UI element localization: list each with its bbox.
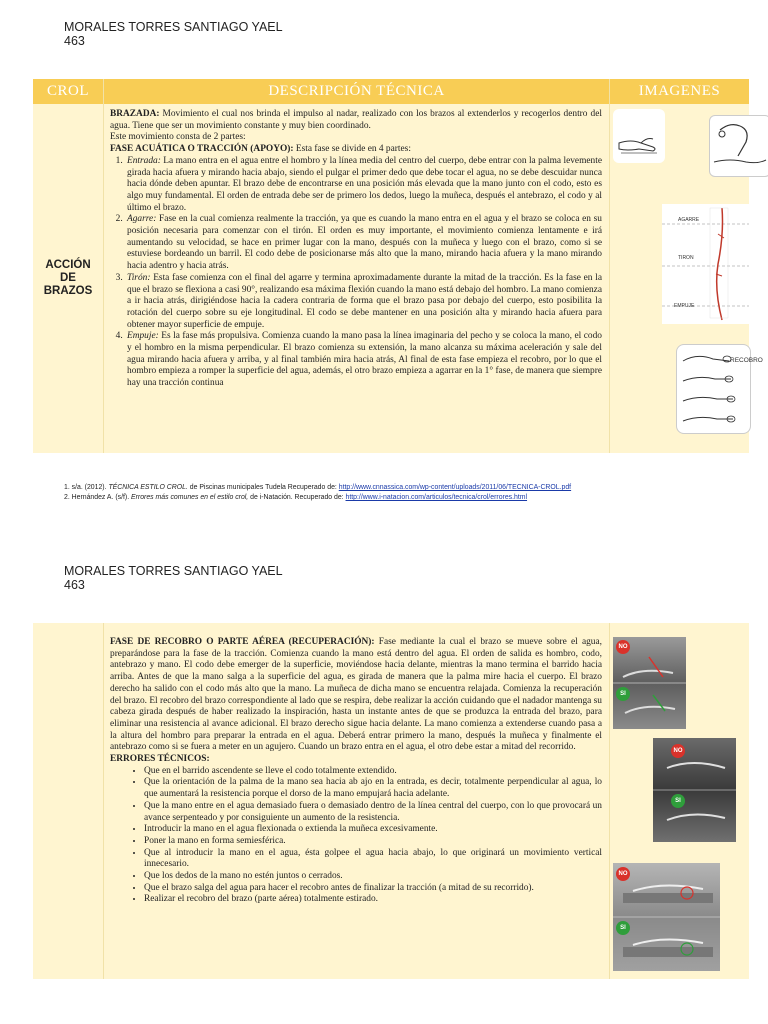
row-label-accion-brazos [33, 259, 103, 298]
badge-si: SI [616, 687, 630, 701]
item-label: Agarre: [127, 214, 157, 225]
ref-mid: de Piscinas municipales Tudela Recuperado de: [187, 484, 339, 491]
header-imagenes: IMAGENES [638, 83, 721, 99]
author-number: 463 [64, 578, 85, 592]
ref-prefix: 2. Hernández A. (s/f). [64, 494, 132, 501]
label-tiron: TIRON [678, 255, 694, 261]
ref-link[interactable]: http://www.cnnassica.com/wp-content/uploads/2011/06/TECNICA-CROL.pdf [338, 484, 572, 491]
list-item: • Introducir la mano en el agua flexionada o extienda la muñeca excesivamente. [144, 824, 602, 836]
reference-2 [64, 493, 571, 503]
ref-link[interactable]: http://www.i-natacion.com/articulos/tecnica/crol/errores.html [345, 494, 528, 501]
author-number: 463 [64, 34, 85, 48]
recobro-text: Fase mediante la cual el brazo se mueve sobre el agua, preparándose para la fase de la tracción. Comienza cuando la mano está dentro del agua. El orden de salida es hombro, codo, antebrazo y mano. El codo debe emerger de la superficie, moviéndose hacia delante, mientras la mano termina el barrido hacia arriba. Antes de que la mano salga a la superficie del agua, es girada de manera que la palma mire hacia el cuerpo. El brazo derecho ha salido con el codo más alto que la mano. La muñeca de dicha mano se encuentra relajada. Comienza la recuperación del brazo. El recobro del brazo correspondiente al lado que se respira, debe realizar la acción cuidando que el nadador mantenga su cabeza girada después de haber realizado la inspiración, hasta un instante antes de que se produzca la entrada del brazo, para eliminar una resistencia al avance adicional. El brazo derecho sigue hacia delante. La mano comienza a extenderse cuando pasa a la altura del hombro para preparar la entrada en el agua. Deberá entrar primero la mano, después la muñeca y finalmente el antebrazo como si se fuera a meter en un agujero. Cuando un brazo entra en el agua, el otro debe estar a mitad del recorrido. [110, 637, 602, 753]
list-item [125, 273, 602, 332]
ref-title: TÉCNICA ESTILO CROL. [108, 484, 188, 491]
list-item [125, 214, 602, 273]
item-label: Entrada: [127, 155, 161, 166]
list-item: • Que la mano entre en el agua demasiado fuera o demasiado dentro de la línea central del cuerpo, con lo que provocará un avance serpenteado y por consiguiente un aumento de la resistencia. [144, 801, 602, 824]
table-header-row [33, 79, 749, 104]
item-label: Empuje: [127, 331, 159, 342]
page2-header [64, 564, 283, 592]
technique-description [110, 109, 602, 390]
row-label-line: DE [60, 272, 76, 284]
list-item: • Que en el barrido ascendente se lleve el codo totalmente extendido. [144, 766, 602, 778]
ref-prefix: 1. s/a. (2012). [64, 484, 109, 491]
hand-entry-image [613, 109, 665, 163]
errores-title: ERRORES TÉCNICOS: [110, 754, 210, 765]
badge-no: NO [616, 867, 630, 881]
badge-no: NO [671, 744, 685, 758]
list-item: • Que la orientación de la palma de la mano sea hacia ab ajo en la entrada, es decir, totalmente perpendicular al agua, lo que aumentará la resistencia porque el dorso de la mano empujará hacia adelante. [144, 777, 602, 800]
author-name: MORALES TORRES SANTIAGO YAEL [64, 20, 283, 34]
label-agarre: AGARRE [678, 217, 700, 223]
reference-1 [64, 483, 571, 493]
consta-text: Este movimiento consta de 2 partes: [110, 132, 246, 143]
ref-title: Errores más comunes en el estilo crol, [131, 494, 249, 501]
fase-text: Esta fase se divide en 4 partes: [293, 144, 411, 155]
error-photo-1 [613, 637, 686, 729]
list-item [125, 331, 602, 390]
errores-list [110, 766, 602, 906]
recobro-title: FASE DE RECOBRO O PARTE AÉREA (RECUPERACIÓN): [110, 637, 375, 647]
list-item: • Poner la mano en forma semiesférica. [144, 836, 602, 848]
header-crol: CROL [46, 83, 89, 99]
badge-no: NO [616, 640, 630, 654]
brazada-title: BRAZADA: [110, 109, 160, 119]
label-recobro: RECOBRO [730, 357, 763, 364]
row-label-line: BRAZOS [43, 285, 93, 297]
header-descripcion: DESCRIPCIÓN TÉCNICA [268, 83, 445, 99]
error-photo-2 [653, 738, 736, 842]
badge-si: SI [616, 921, 630, 935]
list-item: • Realizar el recobro del brazo (parte aérea) totalmente estirado. [144, 894, 602, 906]
recovery-description [110, 637, 602, 906]
phase-list [110, 156, 602, 390]
list-item: • Que los dedos de la mano no estén juntos o cerrados. [144, 871, 602, 883]
item-text: Fase en la cual comienza realmente la tracción, ya que es cuando la mano entra en el agua y el brazo se coloca en su posición necesaria para comenzar con el tirón. El orden es muy importante, el movimiento comienza lentamente e irá aumentando su velocidad, se hace en primer lugar con la mano, después con la muñeca y luego con el brazo, como si se estuviese bordeando un barril. El codo debe de posicionarse más alto que la mano, mirando hacia afuera y la mano mirando hacia adentro y hacia atrás. [127, 214, 602, 272]
arm-recovery-image [709, 115, 768, 177]
references [64, 483, 571, 503]
item-text: La mano entra en el agua entre el hombro y la línea media del centro del cuerpo, debe entrar con la palma levemente girada hacia afuera y mirando hacia abajo, siendo el pulgar el primer dedo que debe tocar el agua, no se debe descuidar nunca hacia dónde deben apuntar. El brazo debe de encontrarse en una posición más elevada que la mano junto con el codo, esto es algo muy fundamental. El orden de entrada debe ser de primero los dedos, luego la muñeca, después el antebrazo, el codo y al último el brazo. [127, 155, 602, 213]
page-header [64, 20, 283, 48]
error-photo-3 [613, 863, 720, 971]
item-text: Esta fase comienza con el final del agarre y termina aproximadamente durante la mitad de la tracción. Es la fase en la que el brazo se flexiona a casi 90°, realizando esa máxima flexión cuando la mano está debajo del hombro. La mano comienza a ir hacia atrás, dirigiéndose hacia la cadera contraria de forma que el brazo pasa por debajo del cuerpo, esto posibilita la rotación del cuerpo sobre su eje longitudinal. El codo se debe mantener en una posición alta y mirando hacia afuera para obtener mayor superficie de empuje. [127, 272, 602, 330]
fase-title: FASE ACUÁTICA O TRACCIÓN (APOYO): [110, 144, 294, 155]
technique-table [33, 79, 763, 453]
item-text: Es la fase más propulsiva. Comienza cuando la mano pasa la línea imaginaria del pecho y se coloca la mano, el codo y el hombro en la misma perpendicular. El brazo comienza su extensión, la mano alcanza su máxima aceleración y sale del agua mirando hacia afuera y arriba, y al final también mira hacia atrás, Al final de esta fase empieza el recobro, por lo que el hombro empieza a romper la superficie del agua, además, el otro brazo empieza a agarrar en la 1° fase, de manera que siempre hay una tracción continua [127, 331, 602, 389]
author-name: MORALES TORRES SANTIAGO YAEL [64, 564, 283, 578]
recovery-table [33, 623, 749, 979]
list-item: • Que el brazo salga del agua para hacer el recobro antes de finalizar la tracción (a mitad de su recorrido). [144, 883, 602, 895]
badge-si: SI [671, 794, 685, 808]
row-label-line: ACCIÓN [45, 259, 91, 271]
brazada-text: Movimiento el cual nos brinda el impulso al nadar, realizado con los brazos al extenderlos y recogerlos dentro del agua. Tiene que ser un movimiento constante y muy bien coordinado. [110, 109, 602, 131]
list-item [125, 156, 602, 215]
item-label: Tirón: [127, 272, 151, 283]
list-item: • Que al introducir la mano en el agua, ésta golpee el agua hacia abajo, lo que originará un movimiento vertical innecesario. [144, 848, 602, 871]
ref-mid: de i-Natación. Recuperado de: [248, 494, 346, 501]
label-empuje: EMPUJE [674, 303, 695, 309]
